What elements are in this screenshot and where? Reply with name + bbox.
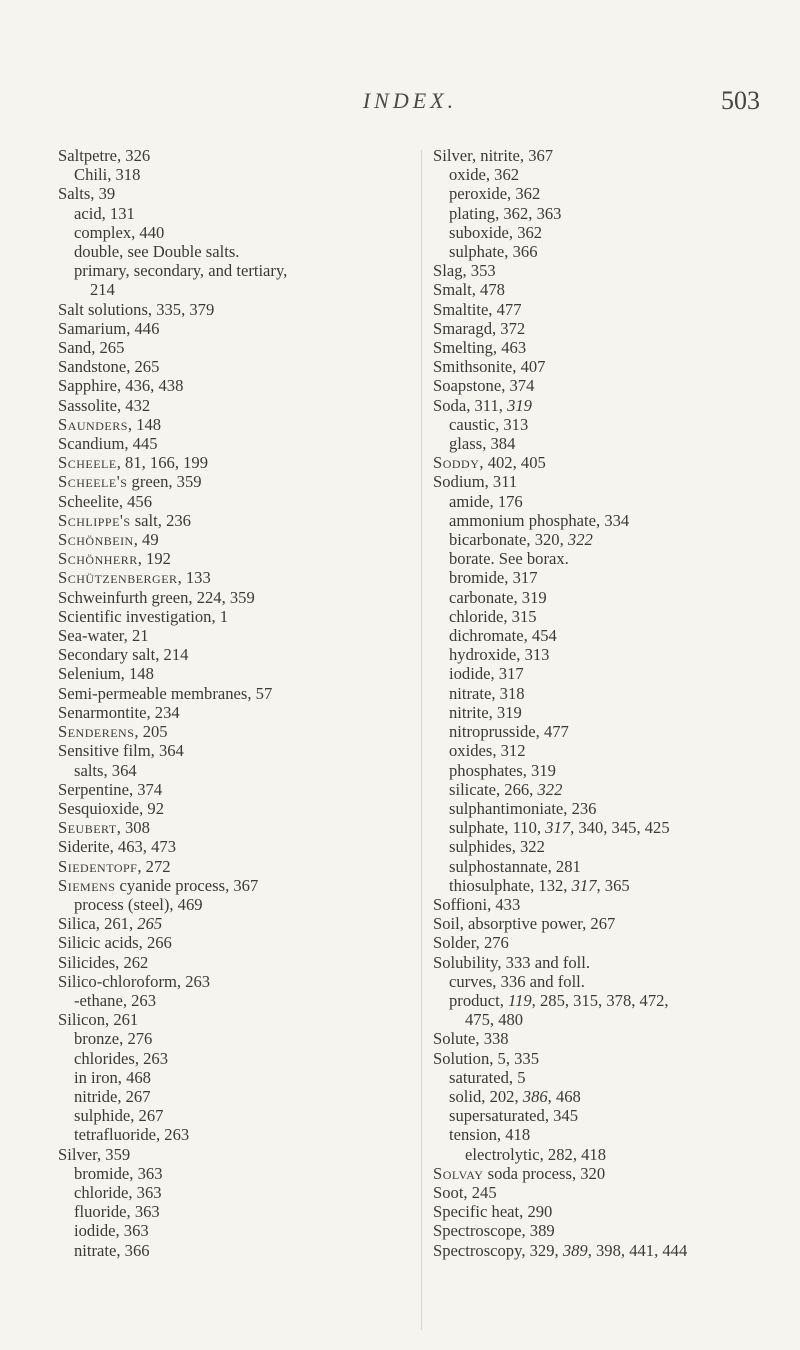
entry-text: Solute, 338 bbox=[433, 1029, 509, 1049]
index-subentry bbox=[58, 1241, 408, 1260]
index-entry bbox=[58, 568, 408, 587]
entry-text: Siderite, 463, 473 bbox=[58, 837, 176, 857]
entry-text: Smaltite, 477 bbox=[433, 299, 522, 319]
entry-text: , 81, 166, 199 bbox=[116, 453, 208, 473]
entry-text: Soddy bbox=[433, 453, 480, 473]
entry-text: Scandium, 445 bbox=[58, 434, 158, 454]
entry-text: Solvay bbox=[433, 1163, 484, 1183]
entry-text: cyanide process, 367 bbox=[115, 875, 259, 895]
entry-text: , 398, 441, 444 bbox=[587, 1240, 688, 1260]
index-entry bbox=[58, 376, 408, 395]
index-entry bbox=[58, 645, 408, 664]
entry-text: 214 bbox=[90, 280, 115, 300]
entry-text: nitrate, 318 bbox=[449, 683, 525, 703]
index-entry bbox=[58, 300, 408, 319]
entry-text: 119 bbox=[508, 990, 532, 1010]
entry-text: nitride, 267 bbox=[74, 1086, 151, 1106]
entry-text: Seubert bbox=[58, 818, 117, 838]
entry-text: carbonate, 319 bbox=[449, 587, 547, 607]
entry-text: iodide, 317 bbox=[449, 664, 524, 684]
entry-text: Soda, 311, bbox=[433, 395, 508, 415]
entry-text: Smelting, 463 bbox=[433, 338, 527, 358]
index-entry bbox=[58, 876, 408, 895]
entry-text: Silver, nitrite, 367 bbox=[433, 146, 554, 165]
index-entry bbox=[58, 818, 408, 837]
entry-text: sulphides, 322 bbox=[449, 837, 545, 857]
entry-text: complex, 440 bbox=[74, 222, 165, 242]
index-subentry bbox=[433, 530, 793, 549]
index-subentry bbox=[433, 549, 793, 568]
entry-text: bromide, 317 bbox=[449, 568, 538, 588]
entry-text: Saltpetre, 326 bbox=[58, 146, 151, 165]
index-subentry bbox=[58, 1106, 408, 1125]
entry-text: salts, 364 bbox=[74, 760, 137, 780]
index-entry bbox=[58, 453, 408, 472]
entry-text: Smalt, 478 bbox=[433, 280, 505, 300]
index-subentry bbox=[433, 1125, 793, 1144]
index-subentry bbox=[433, 741, 793, 760]
entry-text: Selenium, 148 bbox=[58, 664, 154, 684]
entry-text: process (steel), 469 bbox=[74, 894, 203, 914]
index-subentry bbox=[58, 242, 408, 261]
index-subentry bbox=[433, 876, 793, 895]
index-entry bbox=[433, 914, 793, 933]
index-entry bbox=[58, 607, 408, 626]
index-entry bbox=[433, 376, 793, 395]
index-entry bbox=[58, 837, 408, 856]
index-entry bbox=[58, 492, 408, 511]
index-entry bbox=[433, 1029, 793, 1048]
index-subentry bbox=[433, 1068, 793, 1087]
index-entry bbox=[58, 511, 408, 530]
index-entry bbox=[433, 1183, 793, 1202]
page-header bbox=[60, 88, 760, 128]
entry-text: Saunders bbox=[58, 414, 128, 434]
index-subentry bbox=[433, 1010, 793, 1029]
index-subentry bbox=[433, 1106, 793, 1125]
index-subentry bbox=[433, 568, 793, 587]
index-entry bbox=[58, 338, 408, 357]
index-entry bbox=[58, 357, 408, 376]
entry-text: Silicic acids, 266 bbox=[58, 933, 172, 953]
index-entry bbox=[58, 415, 408, 434]
entry-text: sulphide, 267 bbox=[74, 1106, 164, 1126]
index-entry bbox=[433, 357, 793, 376]
entry-text: , 133 bbox=[177, 568, 211, 588]
index-subentry bbox=[58, 223, 408, 242]
entry-text: Soot, 245 bbox=[433, 1182, 497, 1202]
entry-text: oxides, 312 bbox=[449, 741, 526, 761]
entry-text: product, bbox=[449, 990, 508, 1010]
index-subentry bbox=[433, 799, 793, 818]
index-subentry bbox=[433, 511, 793, 530]
entry-text: Silicides, 262 bbox=[58, 952, 149, 972]
index-entry bbox=[58, 626, 408, 645]
index-subentry bbox=[58, 1202, 408, 1221]
entry-text: Schönherr bbox=[58, 549, 138, 569]
index-subentry bbox=[433, 780, 793, 799]
entry-text: borate. See borax. bbox=[449, 549, 569, 569]
index-subentry bbox=[58, 1221, 408, 1240]
entry-text: sulphate, 366 bbox=[449, 242, 538, 262]
entry-text: peroxide, 362 bbox=[449, 184, 541, 204]
entry-text: Siemens bbox=[58, 875, 116, 895]
entry-text: chloride, 315 bbox=[449, 606, 537, 626]
index-subentry bbox=[433, 607, 793, 626]
entry-text: , 205 bbox=[134, 722, 168, 742]
index-entry bbox=[433, 280, 793, 299]
entry-text: double, see Double salts. bbox=[74, 242, 240, 262]
index-entry bbox=[58, 953, 408, 972]
entry-text: Silico-chloroform, 263 bbox=[58, 971, 211, 991]
index-entry bbox=[433, 1241, 793, 1260]
index-entry bbox=[433, 396, 793, 415]
index-subentry bbox=[58, 1164, 408, 1183]
entry-text: Silicon, 261 bbox=[58, 1010, 139, 1030]
entry-text: soda process, 320 bbox=[483, 1163, 606, 1183]
entry-text: , 49 bbox=[133, 530, 159, 550]
entry-text: Semi-permeable membranes, 57 bbox=[58, 683, 273, 703]
entry-text: phosphates, 319 bbox=[449, 760, 556, 780]
index-subentry bbox=[433, 1087, 793, 1106]
index-subentry bbox=[58, 280, 408, 299]
entry-text: 322 bbox=[537, 779, 563, 799]
index-entry bbox=[58, 799, 408, 818]
entry-text: tetrafluoride, 263 bbox=[74, 1125, 190, 1145]
entry-text: sulphantimoniate, 236 bbox=[449, 798, 597, 818]
entry-text: sulphate, 110, bbox=[449, 818, 546, 838]
index-entry bbox=[433, 1202, 793, 1221]
index-subentry bbox=[58, 1049, 408, 1068]
entry-text: dichromate, 454 bbox=[449, 626, 557, 646]
entry-text: curves, 336 and foll. bbox=[449, 971, 585, 991]
entry-text: , 468 bbox=[547, 1086, 581, 1106]
entry-text: Senderens bbox=[58, 722, 135, 742]
index-entry bbox=[58, 684, 408, 703]
index-subentry bbox=[58, 1068, 408, 1087]
entry-text: Smithsonite, 407 bbox=[433, 357, 546, 377]
index-subentry bbox=[58, 1125, 408, 1144]
index-entry bbox=[58, 146, 408, 165]
index-entry bbox=[58, 914, 408, 933]
entry-text: 389 bbox=[562, 1240, 588, 1260]
entry-text: Salts, 39 bbox=[58, 184, 116, 204]
index-subentry bbox=[433, 165, 793, 184]
entry-text: Chili, 318 bbox=[74, 165, 141, 185]
entry-text: , 340, 345, 425 bbox=[570, 818, 670, 838]
index-subentry bbox=[433, 991, 793, 1010]
entry-text: bromide, 363 bbox=[74, 1163, 163, 1183]
entry-text: Slag, 353 bbox=[433, 261, 496, 281]
entry-text: Scheele bbox=[58, 453, 117, 473]
entry-text: glass, 384 bbox=[449, 434, 516, 454]
entry-text: bicarbonate, 320, bbox=[449, 530, 568, 550]
entry-text: saturated, 5 bbox=[449, 1067, 526, 1087]
entry-text: sulphostannate, 281 bbox=[449, 856, 581, 876]
entry-text: solid, 202, bbox=[449, 1086, 523, 1106]
entry-text: Solubility, 333 and foll. bbox=[433, 952, 591, 972]
index-entry bbox=[58, 472, 408, 491]
index-subentry bbox=[433, 684, 793, 703]
entry-text: , 308 bbox=[116, 818, 150, 838]
index-subentry bbox=[58, 1087, 408, 1106]
index-subentry bbox=[433, 204, 793, 223]
entry-text: Schlippe's bbox=[58, 510, 131, 530]
entry-text: iodide, 363 bbox=[74, 1221, 149, 1241]
entry-text: Soffioni, 433 bbox=[433, 894, 521, 914]
entry-text: salt, 236 bbox=[130, 510, 191, 530]
entry-text: , 192 bbox=[137, 549, 171, 569]
index-subentry bbox=[433, 722, 793, 741]
index-subentry bbox=[58, 1029, 408, 1048]
index-subentry bbox=[433, 664, 793, 683]
index-subentry bbox=[433, 837, 793, 856]
index-entry bbox=[433, 472, 793, 491]
index-subentry bbox=[433, 645, 793, 664]
entry-text: 386 bbox=[522, 1086, 548, 1106]
entry-text: Scheelite, 456 bbox=[58, 491, 153, 511]
entry-text: Senarmontite, 234 bbox=[58, 702, 180, 722]
index-subentry bbox=[58, 991, 408, 1010]
entry-text: Siedentopf bbox=[58, 856, 138, 876]
entry-text: Schützenberger bbox=[58, 568, 178, 588]
entry-text: tension, 418 bbox=[449, 1125, 531, 1145]
entry-text: caustic, 313 bbox=[449, 414, 529, 434]
index-subentry bbox=[433, 1145, 793, 1164]
entry-text: silicate, 266, bbox=[449, 779, 538, 799]
index-entry bbox=[58, 857, 408, 876]
entry-text: Sandstone, 265 bbox=[58, 357, 160, 377]
index-entry bbox=[58, 972, 408, 991]
entry-text: Serpentine, 374 bbox=[58, 779, 163, 799]
entry-text: primary, secondary, and tertiary, bbox=[74, 261, 288, 281]
index-entry bbox=[58, 664, 408, 683]
index-subentry bbox=[433, 415, 793, 434]
entry-text: 319 bbox=[507, 395, 532, 415]
index-column-left bbox=[58, 146, 408, 1260]
index-entry bbox=[433, 1049, 793, 1068]
entry-text: Schweinfurth green, 224, 359 bbox=[58, 587, 255, 607]
index-entry bbox=[58, 184, 408, 203]
index-subentry bbox=[433, 972, 793, 991]
entry-text: hydroxide, 313 bbox=[449, 645, 550, 665]
index-subentry bbox=[433, 492, 793, 511]
entry-text: chloride, 363 bbox=[74, 1182, 162, 1202]
index-entry bbox=[433, 933, 793, 952]
entry-text: Schönbein bbox=[58, 530, 134, 550]
column-divider bbox=[421, 150, 422, 1330]
index-entry bbox=[433, 953, 793, 972]
entry-text: Sesquioxide, 92 bbox=[58, 798, 165, 818]
entry-text: Silver, 359 bbox=[58, 1144, 131, 1164]
index-subentry bbox=[433, 434, 793, 453]
entry-text: 317 bbox=[571, 875, 597, 895]
entry-text: Samarium, 446 bbox=[58, 318, 160, 338]
index-entry bbox=[433, 300, 793, 319]
entry-text: supersaturated, 345 bbox=[449, 1106, 579, 1126]
entry-text: Sensitive film, 364 bbox=[58, 741, 184, 761]
index-subentry bbox=[58, 1183, 408, 1202]
index-entry bbox=[58, 722, 408, 741]
index-column-right bbox=[433, 146, 793, 1260]
entry-text: Sassolite, 432 bbox=[58, 395, 151, 415]
entry-text: Solution, 5, 335 bbox=[433, 1048, 540, 1068]
index-entry bbox=[58, 588, 408, 607]
index-entry bbox=[58, 530, 408, 549]
index-entry bbox=[58, 319, 408, 338]
entry-text: Scientific investigation, 1 bbox=[58, 606, 229, 626]
entry-text: suboxide, 362 bbox=[449, 222, 543, 242]
entry-text: Secondary salt, 214 bbox=[58, 645, 189, 665]
index-entry bbox=[58, 434, 408, 453]
index-entry bbox=[433, 338, 793, 357]
index-entry bbox=[58, 741, 408, 760]
entry-text: Spectroscopy, 329, bbox=[433, 1240, 563, 1260]
index-subentry bbox=[433, 223, 793, 242]
page-number: 503 bbox=[721, 86, 760, 115]
entry-text: thiosulphate, 132, bbox=[449, 875, 572, 895]
entry-text: Sea-water, 21 bbox=[58, 626, 149, 646]
index-entry bbox=[58, 549, 408, 568]
index-entry bbox=[58, 780, 408, 799]
entry-text: ammonium phosphate, 334 bbox=[449, 510, 630, 530]
index-subentry bbox=[433, 703, 793, 722]
entry-text: -ethane, 263 bbox=[74, 990, 157, 1010]
entry-text: , 148 bbox=[127, 414, 162, 434]
entry-text: Sapphire, 436, 438 bbox=[58, 376, 184, 396]
index-subentry bbox=[58, 165, 408, 184]
index-entry bbox=[58, 1010, 408, 1029]
index-entry bbox=[58, 703, 408, 722]
index-entry bbox=[433, 453, 793, 472]
running-title: INDEX. bbox=[362, 88, 458, 113]
index-entry bbox=[58, 1145, 408, 1164]
entry-text: , 365 bbox=[596, 875, 630, 895]
entry-text: Spectroscope, 389 bbox=[433, 1221, 555, 1241]
entry-text: nitrite, 319 bbox=[449, 702, 522, 722]
entry-text: , 272 bbox=[137, 856, 171, 876]
entry-text: chlorides, 263 bbox=[74, 1048, 169, 1068]
entry-text: Soapstone, 374 bbox=[433, 376, 535, 396]
entry-text: , 402, 405 bbox=[479, 453, 546, 473]
index-entry bbox=[58, 396, 408, 415]
entry-text: Specific heat, 290 bbox=[433, 1202, 553, 1222]
entry-text: green, 359 bbox=[127, 472, 202, 492]
entry-text: 475, 480 bbox=[465, 1010, 524, 1030]
entry-text: Salt solutions, 335, 379 bbox=[58, 299, 215, 319]
index-subentry bbox=[58, 895, 408, 914]
index-entry bbox=[433, 146, 793, 165]
entry-text: Soil, absorptive power, 267 bbox=[433, 914, 616, 934]
entry-text: Sand, 265 bbox=[58, 338, 125, 358]
entry-text: , 285, 315, 378, 472, bbox=[531, 990, 669, 1010]
entry-text: Solder, 276 bbox=[433, 933, 509, 953]
index-subentry bbox=[433, 626, 793, 645]
index-subentry bbox=[433, 242, 793, 261]
entry-text: nitroprusside, 477 bbox=[449, 722, 569, 742]
index-subentry bbox=[433, 857, 793, 876]
index-entry bbox=[433, 1164, 793, 1183]
index-subentry bbox=[433, 818, 793, 837]
entry-text: 265 bbox=[137, 914, 163, 934]
index-subentry bbox=[58, 261, 408, 280]
entry-text: oxide, 362 bbox=[449, 165, 520, 185]
entry-text: acid, 131 bbox=[74, 203, 135, 223]
index-entry bbox=[433, 319, 793, 338]
index-subentry bbox=[58, 204, 408, 223]
entry-text: amide, 176 bbox=[449, 491, 523, 511]
index-entry bbox=[433, 261, 793, 280]
entry-text: electrolytic, 282, 418 bbox=[465, 1144, 607, 1164]
entry-text: Sodium, 311 bbox=[433, 472, 518, 492]
entry-text: bronze, 276 bbox=[74, 1029, 153, 1049]
entry-text: Silica, 261, bbox=[58, 914, 138, 934]
index-entry bbox=[58, 933, 408, 952]
index-subentry bbox=[433, 588, 793, 607]
entry-text: fluoride, 363 bbox=[74, 1202, 160, 1222]
index-subentry bbox=[58, 761, 408, 780]
index-entry bbox=[433, 1221, 793, 1240]
entry-text: plating, 362, 363 bbox=[449, 203, 562, 223]
entry-text: Scheele's bbox=[58, 472, 128, 492]
index-subentry bbox=[433, 184, 793, 203]
entry-text: 317 bbox=[545, 818, 571, 838]
entry-text: 322 bbox=[567, 530, 593, 550]
index-subentry bbox=[433, 761, 793, 780]
entry-text: nitrate, 366 bbox=[74, 1240, 150, 1260]
entry-text: in iron, 468 bbox=[74, 1067, 151, 1087]
entry-text: Smaragd, 372 bbox=[433, 318, 526, 338]
index-entry bbox=[433, 895, 793, 914]
